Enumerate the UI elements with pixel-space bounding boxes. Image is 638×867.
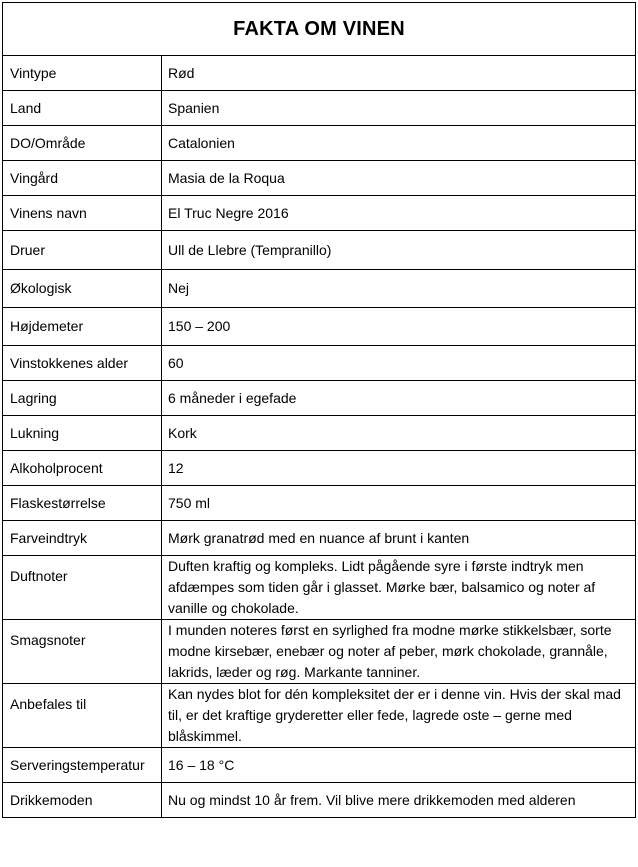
table-row	[3, 381, 636, 416]
table-row	[3, 620, 636, 684]
table-row	[3, 91, 636, 126]
table-row	[3, 451, 636, 486]
row-label: Lukning	[3, 416, 162, 451]
table-title: FAKTA OM VINEN	[3, 3, 636, 56]
wine-facts-sheet	[2, 2, 635, 818]
row-label: Land	[3, 91, 162, 126]
row-label: Flaskestørrelse	[3, 486, 162, 521]
row-value: 6 måneder i egefade	[162, 381, 636, 416]
table-row	[3, 126, 636, 161]
row-label: Vinens navn	[3, 196, 162, 231]
table-row	[3, 346, 636, 381]
row-value: 150 – 200	[162, 308, 636, 346]
table-row	[3, 486, 636, 521]
row-label: Lagring	[3, 381, 162, 416]
table-row	[3, 521, 636, 556]
row-value: Mørk granatrød med en nuance af brunt i kanten	[162, 521, 636, 556]
row-value: Catalonien	[162, 126, 636, 161]
row-label: Vingård	[3, 161, 162, 196]
row-label: Alkoholprocent	[3, 451, 162, 486]
table-row	[3, 416, 636, 451]
title-row	[3, 3, 636, 56]
row-value: Spanien	[162, 91, 636, 126]
row-value: Kan nydes blot for dén kompleksitet der er i denne vin. Hvis der skal mad til, er det kraftige gryderetter eller fede, lagrede oste – gerne med blåskimmel.	[162, 684, 636, 748]
table-row	[3, 556, 636, 620]
row-label: Anbefales til	[3, 684, 162, 748]
row-label: Duftnoter	[3, 556, 162, 620]
table-row	[3, 270, 636, 308]
table-row	[3, 783, 636, 818]
row-label: Farveindtryk	[3, 521, 162, 556]
row-label: Højdemeter	[3, 308, 162, 346]
row-value: Nu og mindst 10 år frem. Vil blive mere drikkemoden med alderen	[162, 783, 636, 818]
table-row	[3, 684, 636, 748]
row-value: 16 – 18 °C	[162, 748, 636, 783]
table-row	[3, 161, 636, 196]
table-row	[3, 196, 636, 231]
table-row	[3, 56, 636, 91]
row-label: Vinstokkenes alder	[3, 346, 162, 381]
table-row	[3, 231, 636, 270]
row-value: Rød	[162, 56, 636, 91]
row-value: Ull de Llebre (Tempranillo)	[162, 231, 636, 270]
wine-facts-table	[2, 2, 636, 818]
row-label: DO/Område	[3, 126, 162, 161]
table-row	[3, 748, 636, 783]
row-label: Drikkemoden	[3, 783, 162, 818]
row-value: Duften kraftig og kompleks. Lidt pågående syre i første indtryk men afdæmpes som tiden går i glasset. Mørke bær, balsamico og noter af vanille og chokolade.	[162, 556, 636, 620]
row-value: I munden noteres først en syrlighed fra modne mørke stikkelsbær, sorte modne kirsebær, enebær og noter af peber, mørk chokolade, grannåle, lakrids, læder og røg. Markante tanniner.	[162, 620, 636, 684]
row-value: 750 ml	[162, 486, 636, 521]
row-value: El Truc Negre 2016	[162, 196, 636, 231]
row-value: 12	[162, 451, 636, 486]
row-value: Masia de la Roqua	[162, 161, 636, 196]
row-value: Nej	[162, 270, 636, 308]
row-value: 60	[162, 346, 636, 381]
row-value: Kork	[162, 416, 636, 451]
row-label: Vintype	[3, 56, 162, 91]
table-row	[3, 308, 636, 346]
row-label: Økologisk	[3, 270, 162, 308]
row-label: Druer	[3, 231, 162, 270]
row-label: Serveringstemperatur	[3, 748, 162, 783]
row-label: Smagsnoter	[3, 620, 162, 684]
